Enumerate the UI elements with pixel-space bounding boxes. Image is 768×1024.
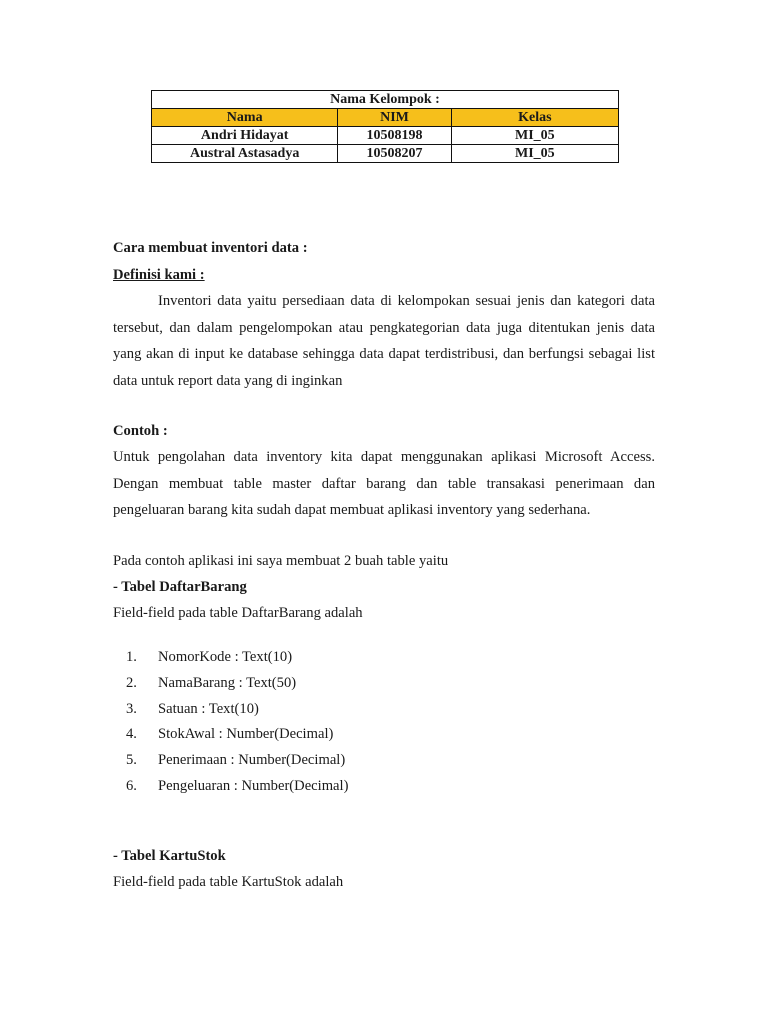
list-item-text: Penerimaan : Number(Decimal) xyxy=(158,752,346,769)
table-cell-nim: 10508198 xyxy=(338,127,451,145)
definition-paragraph xyxy=(113,288,655,394)
group-table-header-row xyxy=(152,109,619,127)
list-item-number: 2. xyxy=(126,674,137,691)
list-item-text: NamaBarang : Text(50) xyxy=(158,674,297,691)
table-cell-nama: Austral Astasadya xyxy=(152,145,338,163)
table-row xyxy=(152,127,619,145)
table-cell-kelas: MI_05 xyxy=(451,145,618,163)
list-item-text: Satuan : Text(10) xyxy=(158,700,259,717)
list-item xyxy=(113,698,348,724)
list-item xyxy=(113,749,348,775)
column-header-kelas: Kelas xyxy=(451,109,618,127)
example-paragraph: Untuk pengolahan data inventory kita dapat menggunakan aplikasi Microsoft Access. Dengan membuat table master daftar barang dan table transakasi penerimaan dan pengeluaran barang kita sudah dapat membuat aplikasi inventory yang sederhana. xyxy=(113,449,655,518)
definition-text: Inventori data yaitu persediaan data di kelompokan sesuai jenis dan kategori data tersebut, dan dalam pengelompokan atau pengkategorian data juga ditentukan jenis data yang akan di input ke database sehingga data dapat terdistribusi, dan berfungsi sebagai list data untuk report data yang di inginkan xyxy=(113,293,655,389)
table-cell-kelas: MI_05 xyxy=(451,127,618,145)
table-row xyxy=(152,145,619,163)
list-item xyxy=(113,775,348,801)
list-item-text: NomorKode : Text(10) xyxy=(158,649,293,665)
list-item-number: 4. xyxy=(126,726,137,743)
list-item-number: 5. xyxy=(126,752,137,769)
list-item-number: 6. xyxy=(126,777,137,794)
table1-heading: - Tabel DaftarBarang xyxy=(113,579,247,595)
list-item xyxy=(113,646,348,672)
list-item-number: 1. xyxy=(126,649,137,665)
intro-line: Pada contoh aplikasi ini saya membuat 2 buah table yaitu xyxy=(113,553,449,569)
list-item-text: StokAwal : Number(Decimal) xyxy=(158,726,334,743)
example-label: Contoh : xyxy=(113,423,168,439)
table-cell-nama: Andri Hidayat xyxy=(152,127,338,145)
group-table xyxy=(151,90,619,163)
table2-heading: - Tabel KartuStok xyxy=(113,848,226,864)
column-header-nim: NIM xyxy=(338,109,451,127)
list-item xyxy=(113,672,348,698)
definition-label: Definisi kami : xyxy=(113,267,205,283)
list-item-number: 3. xyxy=(126,700,137,717)
list-item-text: Pengeluaran : Number(Decimal) xyxy=(158,777,349,794)
table1-field-list xyxy=(113,646,348,801)
column-header-nama: Nama xyxy=(152,109,338,127)
table-cell-nim: 10508207 xyxy=(338,145,451,163)
table1-fields-intro: Field-field pada table DaftarBarang adalah xyxy=(113,605,363,621)
group-table-title: Nama Kelompok : xyxy=(152,91,619,109)
document-heading: Cara membuat inventori data : xyxy=(113,240,308,256)
table2-fields-intro: Field-field pada table KartuStok adalah xyxy=(113,874,344,890)
list-item xyxy=(113,723,348,749)
